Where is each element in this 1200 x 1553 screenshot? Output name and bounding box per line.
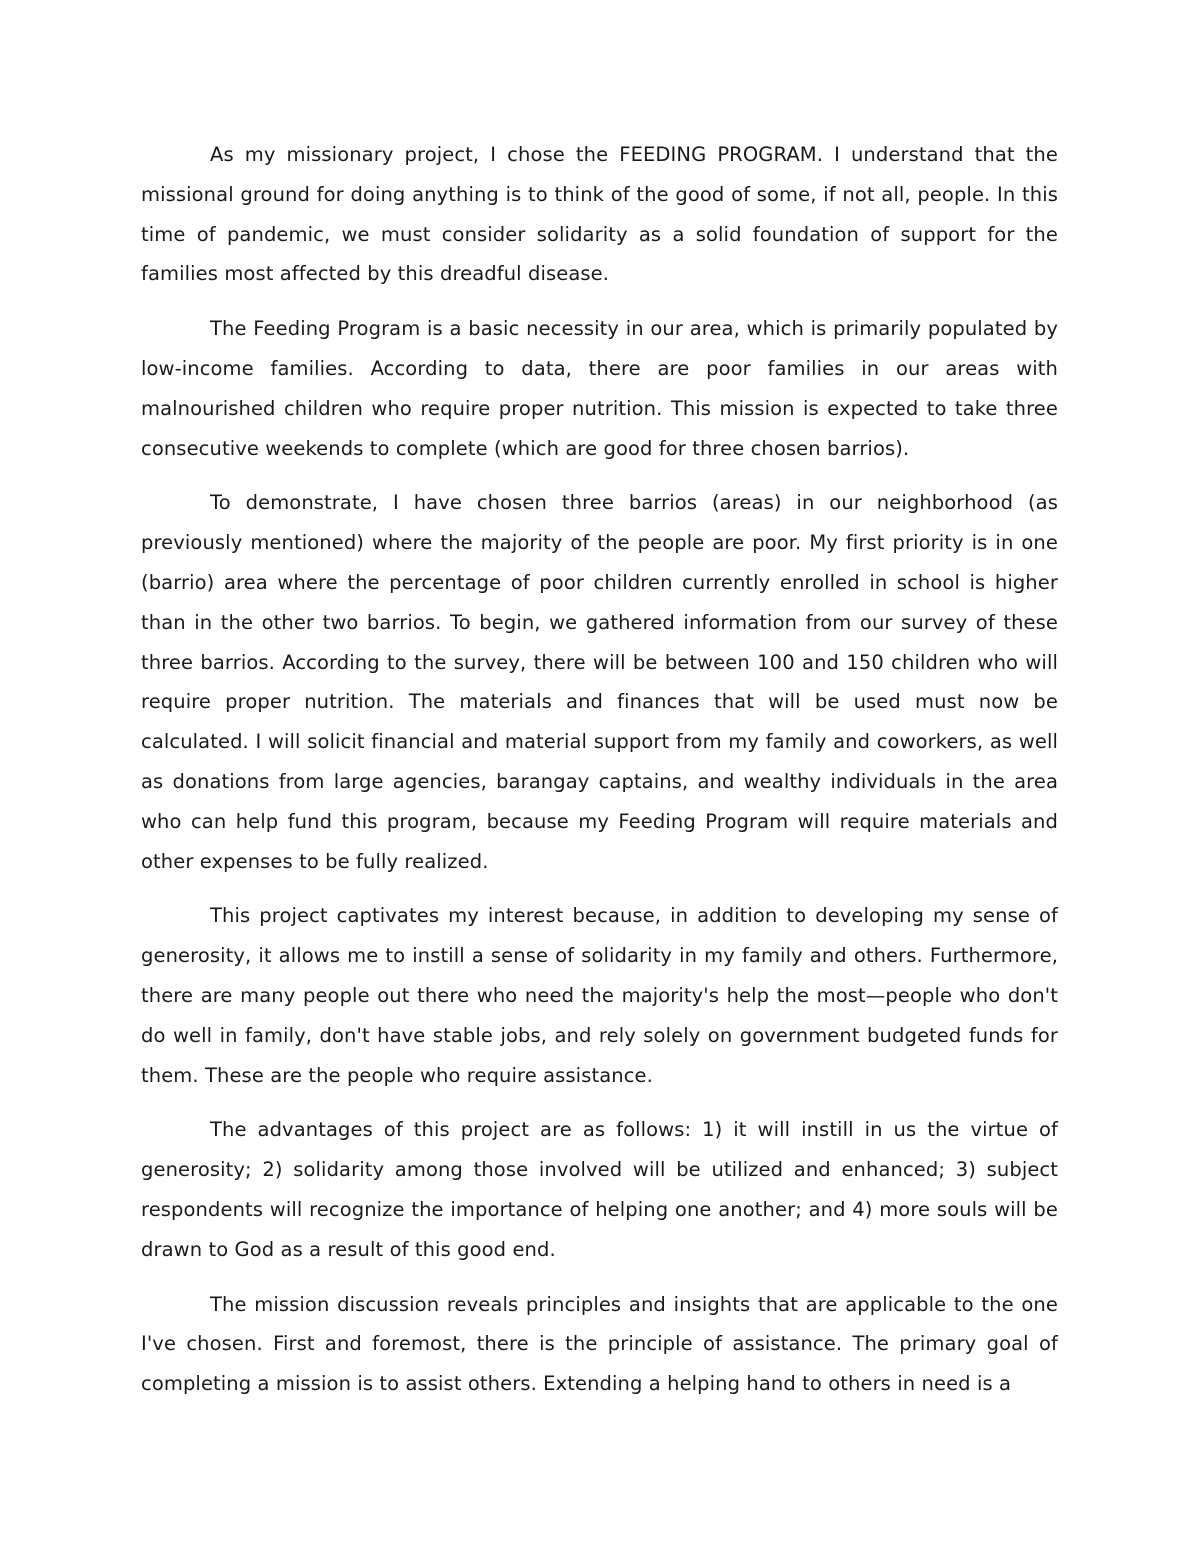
paragraph-3: To demonstrate, I have chosen three barrios (areas) in our neighborhood (as previously mentioned) where the majority of the people are poor. My first priority is in one (barrio) area where the percentage of poor children currently enrolled in school is higher than in the other two barrios. To begin, we gathered information from our survey of these three barrios. According to the survey, there will be between 100 and 150 children who will require proper nutrition. The materials and finances that will be used must now be calculated. I will solicit financial and material support from my family and coworkers, as well as donations from large agencies, barangay captains, and wealthy individuals in the area who can help fund this program, because my Feeding Program will require materials and other expenses to be fully realized.	[141, 491, 1058, 873]
paragraph-6: The mission discussion reveals principles and insights that are applicable to the one I've chosen. First and foremost, there is the principle of assistance. The primary goal of completing a mission is to assist others. Extending a helping hand to others in need is a	[141, 1292, 1058, 1396]
paragraph-4: This project captivates my interest because, in addition to developing my sense of generosity, it allows me to instill a sense of solidarity in my family and others. Furthermore, there are many people out there who need the majority's help the most—people who don't do well in family, don't have stable jobs, and rely solely on government budgeted funds for them. These are the people who require assistance.	[141, 904, 1058, 1087]
paragraph-2: The Feeding Program is a basic necessity in our area, which is primarily populated by low-income families. According to data, there are poor families in our areas with malnourished children who require proper nutrition. This mission is expected to take three consecutive weekends to complete (which are good for three chosen barrios).	[141, 317, 1058, 460]
document-body	[141, 135, 1058, 1419]
paragraph-5: The advantages of this project are as follows: 1) it will instill in us the virtue of generosity; 2) solidarity among those involved will be utilized and enhanced; 3) subject respondents will recognize the importance of helping one another; and 4) more souls will be drawn to God as a result of this good end.	[141, 1118, 1058, 1261]
paragraph-1: As my missionary project, I chose the FEEDING PROGRAM. I understand that the missional ground for doing anything is to think of the good of some, if not all, people. In this time of pandemic, we must consider solidarity as a solid foundation of support for the families most affected by this dreadful disease.	[141, 143, 1058, 286]
